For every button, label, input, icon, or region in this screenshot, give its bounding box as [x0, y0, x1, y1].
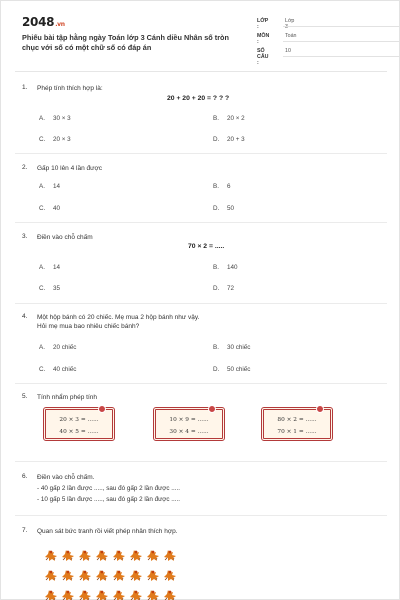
animal-icon: [94, 588, 110, 600]
option-c[interactable]: [39, 136, 71, 143]
option-text: 140: [227, 264, 238, 271]
animal-icon: [111, 588, 127, 600]
question-expression: 70 × 2 = .....: [188, 243, 225, 250]
question-number: 4.: [22, 313, 28, 320]
animal-icon: [145, 548, 161, 562]
option-letter: C.: [39, 366, 46, 373]
option-text: 72: [227, 285, 235, 292]
meta-underline: [283, 26, 400, 27]
tag-hole-icon: [98, 405, 106, 413]
question-text: Điền vào chỗ chấm: [37, 234, 93, 241]
option-c[interactable]: [39, 205, 60, 212]
animal-icon: [43, 548, 59, 562]
option-d[interactable]: [213, 285, 234, 292]
option-b[interactable]: [213, 115, 245, 122]
animal-icon: [162, 588, 178, 600]
question-text: Điền vào chỗ chấm.: [37, 474, 95, 481]
option-a[interactable]: [39, 264, 60, 271]
question-divider: [15, 303, 387, 304]
animal-icon: [77, 568, 93, 582]
question-divider: [15, 383, 387, 384]
option-text: 30 × 3: [53, 115, 71, 122]
question-text: Một hộp bánh có 20 chiếc. Mẹ mua 2 hộp bánh như vậy.: [37, 314, 200, 321]
option-letter: A.: [39, 264, 45, 271]
calc-row: 20 × 3 = ......: [59, 417, 99, 423]
calc-row: 80 × 2 = ......: [277, 417, 317, 423]
calc-row: 70 × 1 = ......: [277, 429, 317, 435]
option-d[interactable]: [213, 136, 245, 143]
animal-icon: [128, 588, 144, 600]
meta-key: SỐ CÂU :: [257, 48, 269, 66]
meta-value: Toán: [285, 33, 297, 39]
title-line-2: chục với số có một chữ số có đáp án: [22, 42, 152, 52]
header-divider: [15, 71, 387, 72]
animal-icon: [111, 568, 127, 582]
option-text: 6: [227, 183, 231, 190]
option-a[interactable]: [39, 183, 60, 190]
option-text: 20 chiếc: [53, 344, 77, 351]
option-letter: D.: [213, 205, 220, 212]
logo-text: 2048: [22, 15, 55, 29]
animal-icon: [60, 588, 76, 600]
calc-row: 10 × 9 = ......: [169, 417, 209, 423]
option-a[interactable]: [39, 115, 71, 122]
question-divider: [15, 515, 387, 516]
option-d[interactable]: [213, 366, 250, 373]
option-letter: C.: [39, 205, 46, 212]
option-text: 30 chiếc: [227, 344, 251, 351]
meta-underline: [283, 56, 400, 57]
question-number: 3.: [22, 233, 28, 240]
meta-value: 10: [285, 48, 291, 54]
tag-hole-icon: [316, 405, 324, 413]
option-b[interactable]: [213, 183, 231, 190]
animal-icon: [145, 588, 161, 600]
question-number: 5.: [22, 393, 28, 400]
question-text: Phép tính thích hợp là:: [37, 85, 103, 92]
site-logo[interactable]: [22, 15, 65, 29]
option-text: 14: [53, 183, 61, 190]
option-letter: D.: [213, 285, 220, 292]
option-text: 50 chiếc: [227, 366, 251, 373]
fill-blank-line: - 10 gấp 5 lần được ....., sau đó gấp 2 lần được .....: [37, 496, 181, 503]
option-letter: A.: [39, 344, 45, 351]
question-text-line-2: Hỏi mẹ mua bao nhiêu chiếc bánh?: [37, 322, 140, 330]
question-number: 2.: [22, 164, 28, 171]
option-text: 20 × 3: [53, 136, 71, 143]
question-number: 1.: [22, 84, 28, 91]
option-d[interactable]: [213, 205, 234, 212]
option-b[interactable]: [213, 344, 250, 351]
meta-key: MÔN :: [257, 33, 270, 45]
option-c[interactable]: [39, 366, 76, 373]
option-letter: C.: [39, 136, 46, 143]
animal-icon: [77, 588, 93, 600]
animal-icon: [128, 548, 144, 562]
option-letter: A.: [39, 115, 45, 122]
animal-icon: [94, 568, 110, 582]
calc-row: 30 × 4 = ......: [169, 429, 209, 435]
animal-icon: [94, 548, 110, 562]
option-a[interactable]: [39, 344, 76, 351]
question-expression: 20 + 20 + 20 = ? ? ?: [167, 95, 230, 102]
option-letter: B.: [213, 264, 219, 271]
option-letter: D.: [213, 136, 220, 143]
question-text: Quan sát bức tranh rồi viết phép nhân thích hợp.: [37, 528, 178, 535]
option-c[interactable]: [39, 285, 60, 292]
option-letter: B.: [213, 115, 219, 122]
option-text: 40 chiếc: [53, 366, 77, 373]
option-letter: B.: [213, 344, 219, 351]
option-text: 20 × 2: [227, 115, 245, 122]
animal-icon: [77, 548, 93, 562]
option-letter: A.: [39, 183, 45, 190]
fill-blank-line: - 40 gấp 2 lần được ....., sau đó gấp 2 lần được .....: [37, 485, 181, 492]
illustration-grid: [43, 548, 183, 600]
calc-box-1: [43, 407, 115, 441]
meta-key: LỚP :: [257, 18, 269, 30]
question-text: Gấp 10 lên 4 lần được: [37, 165, 102, 172]
option-letter: B.: [213, 183, 219, 190]
option-text: 14: [53, 264, 61, 271]
animal-icon: [60, 548, 76, 562]
option-letter: D.: [213, 366, 220, 373]
title-line-1: Phiếu bài tập hằng ngày Toán lớp 3 Cánh diều Nhân số tròn: [22, 33, 229, 42]
question-number: 6.: [22, 473, 28, 480]
option-text: 35: [53, 285, 61, 292]
meta-value: Lớp 3: [285, 18, 295, 30]
worksheet-title: [22, 33, 242, 52]
tag-hole-icon: [208, 405, 216, 413]
calc-row: 40 × 5 = ......: [59, 429, 99, 435]
logo-suffix: .vn: [55, 21, 65, 28]
question-divider: [15, 461, 387, 462]
meta-underline: [283, 41, 400, 42]
option-letter: C.: [39, 285, 46, 292]
question-divider: [15, 153, 387, 154]
animal-icon: [43, 568, 59, 582]
animal-icon: [162, 548, 178, 562]
animal-icon: [145, 568, 161, 582]
animal-icon: [111, 548, 127, 562]
option-text: 50: [227, 205, 235, 212]
option-text: 40: [53, 205, 61, 212]
question-divider: [15, 222, 387, 223]
option-b[interactable]: [213, 264, 238, 271]
question-text: Tính nhẩm phép tính: [37, 394, 97, 401]
animal-icon: [128, 568, 144, 582]
animal-icon: [162, 568, 178, 582]
option-text: 20 + 3: [227, 136, 245, 143]
calc-box-2: [153, 407, 225, 441]
animal-icon: [43, 588, 59, 600]
question-number: 7.: [22, 527, 28, 534]
calc-box-3: [261, 407, 333, 441]
animal-icon: [60, 568, 76, 582]
